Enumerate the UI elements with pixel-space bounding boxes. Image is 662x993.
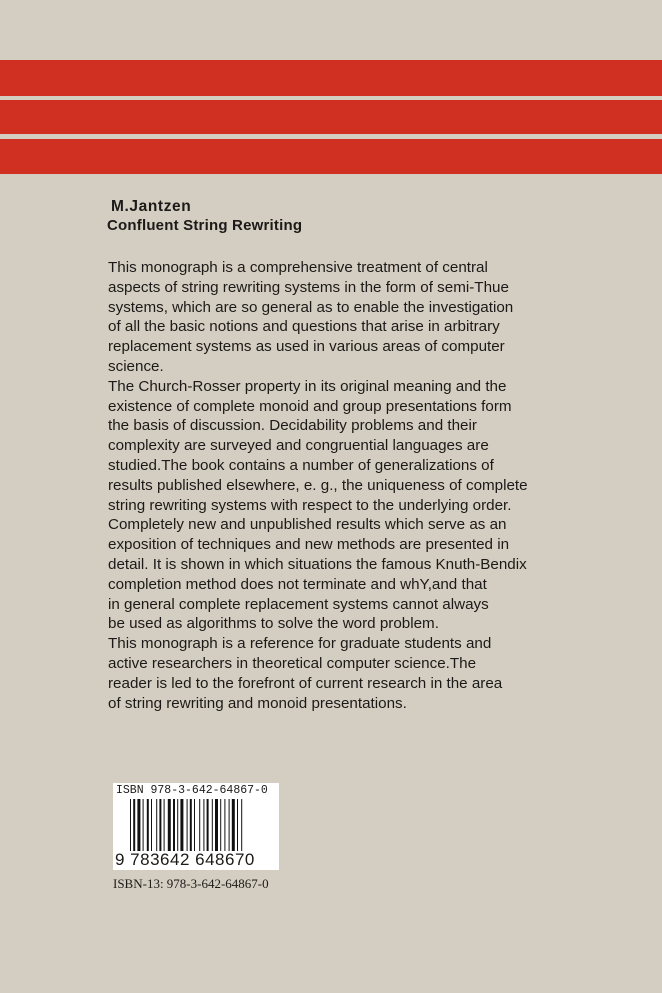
isbn-barcode xyxy=(113,783,279,870)
blurb-line: the basis of discussion. Decidability problems and their xyxy=(108,417,477,435)
barcode-bars-icon xyxy=(113,799,279,853)
barcode-bar xyxy=(187,799,188,851)
barcode-isbn-label: ISBN 978-3-642-64867-0 xyxy=(116,784,268,797)
barcode-bar xyxy=(180,799,183,851)
barcode-bar xyxy=(173,799,175,851)
red-stripe-middle xyxy=(0,100,662,134)
blurb-line: be used as algorithms to solve the word problem. xyxy=(108,615,439,633)
barcode-bar xyxy=(190,799,192,851)
blurb-line: string rewriting systems with respect to the underlying order. xyxy=(108,496,512,514)
barcode-bar xyxy=(156,799,157,851)
barcode-bar xyxy=(159,799,161,851)
barcode-bar xyxy=(207,799,209,851)
blurb-line: in general complete replacement systems cannot always xyxy=(108,595,489,613)
barcode-digits: 9 783642 648670 xyxy=(115,850,255,869)
barcode-bar xyxy=(220,799,221,851)
blurb-line: replacement systems as used in various areas of computer xyxy=(108,338,505,356)
isbn-13-label: ISBN-13: 978-3-642-64867-0 xyxy=(113,876,269,891)
red-stripe-top xyxy=(0,60,662,96)
blurb-line: exposition of techniques and new methods are presented in xyxy=(108,536,510,554)
blurb-line: This monograph is a reference for graduate students and xyxy=(108,635,492,653)
barcode-bar xyxy=(177,799,178,851)
barcode-bar xyxy=(232,799,235,851)
barcode-bar xyxy=(224,799,225,851)
barcode-bar xyxy=(203,799,204,851)
barcode-bar xyxy=(229,799,230,851)
barcode-bar xyxy=(151,799,152,851)
blurb-line: science. xyxy=(108,357,164,375)
red-stripe-bottom xyxy=(0,139,662,174)
blurb-line: completion method does not terminate and whY,and that xyxy=(108,575,487,593)
barcode-bar xyxy=(194,799,195,851)
blurb-line: systems, which are so general as to enable the investigation xyxy=(108,298,514,316)
barcode-bar xyxy=(130,799,131,851)
blurb-line: This monograph is a comprehensive treatment of central xyxy=(108,259,488,276)
book-title: Confluent String Rewriting xyxy=(107,217,303,234)
barcode-bar xyxy=(137,799,140,851)
author-name: M.Jantzen xyxy=(111,198,192,215)
barcode-bar xyxy=(168,799,171,851)
barcode-bar xyxy=(241,799,242,851)
blurb-line: aspects of string rewriting systems in the form of semi-Thue xyxy=(108,278,509,296)
blurb-line: results published elsewhere, e. g., the uniqueness of complete xyxy=(108,476,528,494)
back-cover-blurb xyxy=(108,258,608,713)
barcode-bar xyxy=(199,799,200,851)
barcode-bar xyxy=(143,799,144,851)
blurb-line: existence of complete monoid and group presentations form xyxy=(108,397,512,415)
blurb-line: of all the basic notions and questions that arise in arbitrary xyxy=(108,318,500,336)
barcode-bar xyxy=(215,799,218,851)
blurb-line: complexity are surveyed and congruential languages are xyxy=(108,437,489,455)
blurb-line: detail. It is shown in which situations the famous Knuth-Bendix xyxy=(108,555,527,573)
barcode-bar xyxy=(133,799,135,851)
blurb-line: studied.The book contains a number of generalizations of xyxy=(108,456,494,474)
blurb-line: reader is led to the forefront of current research in the area xyxy=(108,674,503,692)
barcode-bar xyxy=(237,799,238,851)
blurb-line: of string rewriting and monoid presentations. xyxy=(108,694,407,712)
barcode-bar xyxy=(164,799,165,851)
barcode-bar xyxy=(212,799,213,851)
barcode-bar xyxy=(147,799,149,851)
blurb-line: Completely new and unpublished results which serve as an xyxy=(108,516,507,534)
blurb-line: The Church-Rosser property in its original meaning and the xyxy=(108,377,507,395)
blurb-line: active researchers in theoretical computer science.The xyxy=(108,654,477,672)
